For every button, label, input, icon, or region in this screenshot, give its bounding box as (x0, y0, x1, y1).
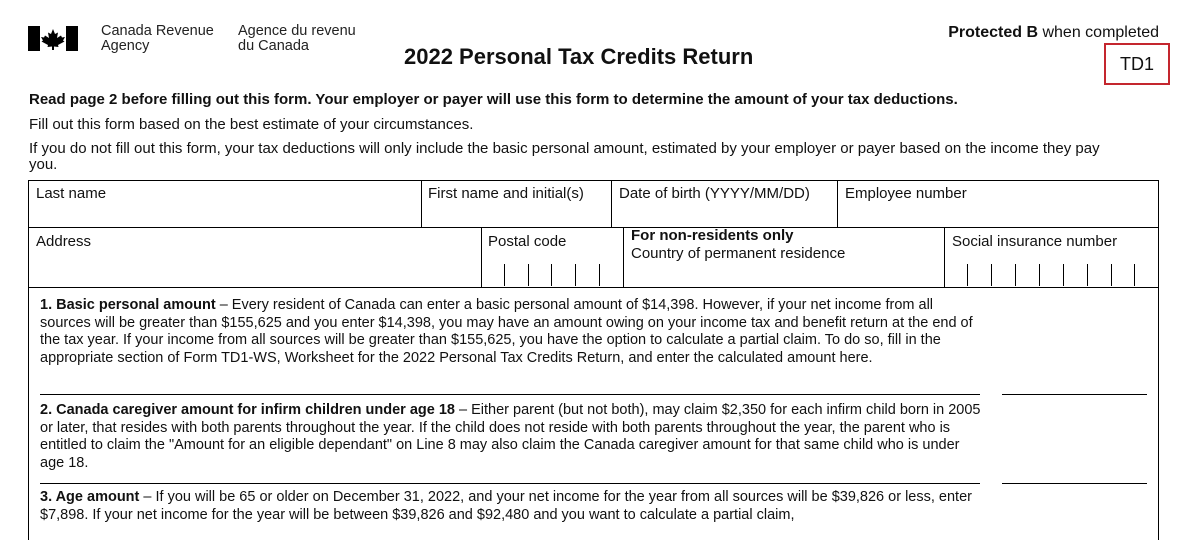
item-caregiver-amount (40, 402, 985, 472)
protected-notice (948, 24, 1159, 42)
char-box-divider (1063, 264, 1064, 286)
intro-instruction: Read page 2 before filling out this form. Your employer or payer will use this form to determine the amount of your tax deductions. (29, 91, 958, 108)
employee-number-field[interactable] (838, 181, 1158, 227)
item-basic-personal-amount (40, 297, 985, 367)
item-text: – If you will be 65 or older on December 31, 2022, and your net income for the year from all sources will be $39,826 or less, enter $7,898. If your net income for the year will be between $39,826 and $92,480 and you want to calculate a partial claim, (40, 489, 972, 523)
agency-name-french (238, 24, 356, 54)
char-box-divider (528, 264, 529, 286)
postal-code-field[interactable] (482, 228, 623, 287)
item-separator (40, 483, 980, 484)
sin-field[interactable] (945, 228, 1158, 287)
non-resident-heading: For non-residents only (631, 227, 794, 244)
agency-en-line1: Canada Revenue (101, 23, 214, 39)
agency-name-english (101, 24, 214, 54)
row-divider (28, 287, 1159, 288)
form-title: 2022 Personal Tax Credits Return (404, 44, 754, 69)
intro-default-note: If you do not fill out this form, your tax deductions will only include the basic personal amount, estimated by your employer or payer based on the income they pay you. (29, 140, 1100, 173)
char-box-divider (1039, 264, 1040, 286)
intro-estimate-note: Fill out this form based on the best estimate of your circumstances. (29, 116, 474, 133)
char-box-divider (599, 264, 600, 286)
item-heading: 3. Age amount (40, 489, 140, 505)
char-box-divider (991, 264, 992, 286)
form-code-badge (1104, 43, 1170, 85)
dob-label: Date of birth (YYYY/MM/DD) (619, 185, 810, 202)
char-box-divider (1015, 264, 1016, 286)
char-box-divider (504, 264, 505, 286)
protected-level: Protected B (948, 24, 1039, 41)
agency-fr-line2: du Canada (238, 38, 309, 54)
item-text: – Every resident of Canada can enter a basic personal amount of $14,398. However, if your net income from all sources will be greater than $155,625 and you enter $14,398, you may have an amount owing on your income tax and benefit return at the end of the tax year. If your income from all sources will be greater than $155,625, you have the option to calculate a partial claim. To do so, fill in the appropriate section of Form TD1-WS, Worksheet for the 2022 Personal Tax Credits Return, and enter the calculated amount here. (40, 297, 973, 366)
char-box-divider (1134, 264, 1135, 286)
char-box-divider (1111, 264, 1112, 286)
item-age-amount (40, 489, 985, 524)
sin-label: Social insurance number (952, 233, 1118, 250)
form-code: TD1 (1119, 53, 1154, 74)
last-name-field[interactable] (29, 181, 421, 227)
item-separator (40, 394, 980, 395)
canada-flag-icon (28, 26, 78, 51)
postal-code-label: Postal code (488, 233, 567, 250)
first-name-field[interactable] (422, 181, 611, 227)
char-box-divider (575, 264, 576, 286)
amount-input-basic-personal[interactable] (1002, 394, 1147, 395)
agency-fr-line1: Agence du revenu (238, 23, 356, 39)
protected-suffix: when completed (1038, 24, 1159, 41)
item-text: – Either parent (but not both), may claim $2,350 for each infirm child born in 2005 or later, that resides with both parents throughout the year. If the child does not reside with both parents throughout the year, the parent who is entitled to claim the "Amount for an eligible dependant" on Line 8 may also claim the Canada caregiver amount for that same child who is under age 18. (40, 402, 981, 471)
char-box-divider (1087, 264, 1088, 286)
agency-en-line2: Agency (101, 38, 150, 54)
char-box-divider (967, 264, 968, 286)
last-name-label: Last name (36, 185, 107, 202)
amount-input-caregiver[interactable] (1002, 483, 1147, 484)
country-of-residence-field[interactable] (624, 228, 944, 287)
employee-number-label: Employee number (845, 185, 967, 202)
country-label: Country of permanent residence (631, 245, 846, 262)
char-box-divider (551, 264, 552, 286)
address-label: Address (36, 233, 92, 250)
item-heading: 2. Canada caregiver amount for infirm children under age 18 (40, 402, 455, 418)
item-heading: 1. Basic personal amount (40, 297, 216, 313)
first-name-label: First name and initial(s) (428, 185, 584, 202)
date-of-birth-field[interactable] (612, 181, 837, 227)
address-field[interactable] (29, 228, 481, 287)
